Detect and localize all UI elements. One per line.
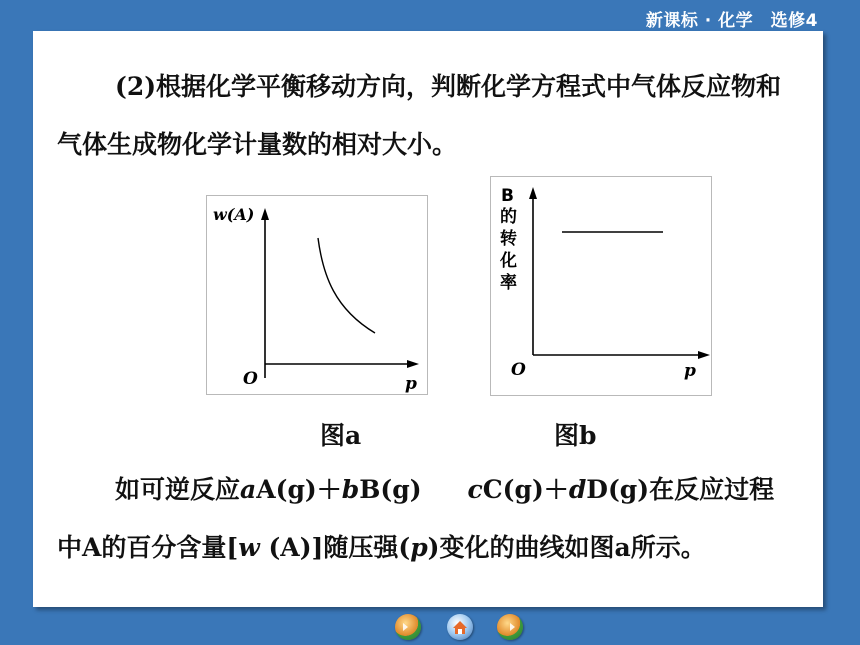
figure-a: [206, 195, 428, 395]
caption-figure-b: 图b: [554, 421, 597, 450]
paragraph-2: [57, 461, 799, 577]
y-label-char: 转: [500, 229, 517, 249]
slide-content: [33, 31, 823, 607]
figure-b: [490, 176, 712, 396]
paragraph-1: (2)根据化学平衡移动方向，判断化学方程式中气体反应物和气体生成物化学计量数的相对大小。: [57, 72, 782, 159]
species-b: B(g): [359, 475, 422, 504]
home-button[interactable]: [447, 614, 473, 640]
home-icon: [447, 614, 473, 640]
curve-w-a: [318, 238, 375, 333]
prev-button[interactable]: [395, 614, 421, 640]
y-label-char: 率: [500, 273, 517, 293]
header-label: 新课标 · 化学 选修4: [645, 11, 818, 31]
next-icon: [497, 614, 523, 640]
w-arg: (A)]随压强(: [259, 533, 411, 562]
coef-c: c: [467, 475, 483, 504]
x-axis-arrow-icon: [407, 360, 419, 368]
origin-label: O: [243, 369, 258, 389]
p-symbol: p: [410, 533, 428, 562]
y-label-char: B: [501, 186, 514, 206]
coef-d: d: [568, 475, 587, 504]
p2-suffix: )变化的曲线如图a所示。: [427, 533, 706, 562]
w-symbol: w: [238, 533, 260, 562]
x-axis-label: p: [684, 361, 696, 381]
next-button[interactable]: [497, 614, 523, 640]
species-a: A(g)＋: [256, 475, 342, 504]
y-axis-arrow-icon: [529, 187, 537, 199]
p2-prefix: 如可逆反应: [115, 475, 241, 504]
origin-label: O: [511, 360, 526, 380]
species-c: C(g)＋: [482, 475, 569, 504]
prev-icon: [395, 614, 421, 640]
caption-figure-a: 图a: [320, 421, 362, 450]
x-axis-label: p: [405, 374, 417, 394]
y-label-char: 化: [500, 251, 517, 271]
coef-a: a: [240, 475, 257, 504]
species-d: D(g): [586, 475, 650, 504]
y-axis-label: w(A): [213, 205, 255, 224]
y-label-char: 的: [500, 207, 517, 227]
y-axis-label: [499, 186, 517, 293]
p2-middle: 在反应过程中A的百分含量[: [57, 475, 775, 562]
coef-b: b: [341, 475, 360, 504]
x-axis-arrow-icon: [698, 351, 710, 359]
y-axis-arrow-icon: [261, 208, 269, 220]
